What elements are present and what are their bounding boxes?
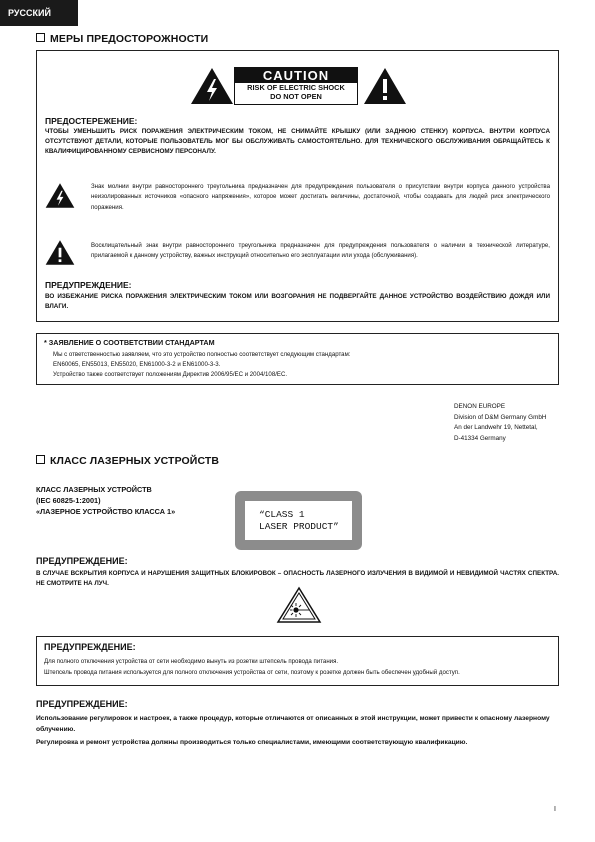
power-warning-line1: Для полного отключения устройства от сети необходимо вынуть из розетки штепсель провода питания. [44, 658, 339, 665]
warning1-text: ЧТОБЫ УМЕНЬШИТЬ РИСК ПОРАЖЕНИЯ ЭЛЕКТРИЧЕСКИМ ТОКОМ, НЕ СНИМАЙТЕ КРЫШКУ (ИЛИ ЗАДНЮЮ СТЕНКУ) КОРПУСА. ВНУТРИ КОРПУСА ОТСУТСТВУЮТ ДЕТАЛИ, КОТОРЫЕ ПОЛЬЗОВАТЕЛЬ МОГ БЫ ОБСЛУЖИВАТЬ САМОСТОЯТЕЛЬНО. ДЛЯ ТЕХНИЧЕСКОГО ОБСЛУЖИВАНИЯ ОБРАЩАЙТЕСЬ К КВАЛИФИЦИРОВАННОМУ СЕРВИСНОМУ ПЕРСОНАЛУ. [45, 128, 550, 155]
laser-class-line2: (IEC 60825-1:2001) [36, 496, 101, 505]
final-warning-text2: Регулировка и ремонт устройства должны производиться только специалистами, имеющими соответствующую квалификацию. [36, 739, 468, 746]
laser-warning-text: В СЛУЧАЕ ВСКРЫТИЯ КОРПУСА И НАРУШЕНИЯ ЗАЩИТНЫХ БЛОКИРОВОК – ОПАСНОСТЬ ЛАЗЕРНОГО ИЗЛУЧЕНИЯ В ВИДИМОЙ И НЕВИДИМОЙ ЧАСТЯХ СПЕКТРА. НЕ СМОТРИТЕ НА ЛУЧ. [36, 570, 559, 587]
safety-section-title [36, 33, 208, 45]
checkbox-square-icon [36, 33, 45, 42]
laser-title-text: КЛАСС ЛАЗЕРНЫХ УСТРОЙСТВ [50, 455, 220, 467]
exclamation-explanation: Восклицательный знак внутри равностороннего треугольника предназначен для предупреждения пользователя о наличии в технической литературе, прилагаемой к данному устройству, важных инструкций относительно его эксплуатации или ухода (обслуживания). [91, 242, 550, 260]
laser-product-label [235, 491, 362, 550]
address-line3: An der Landwehr 19, Nettetal, [454, 424, 538, 431]
laser-hazard-icon [276, 586, 322, 624]
conformity-line2: EN60065, EN55013, EN55020, EN61000-3-2 и EN61000-3-3. [53, 361, 221, 368]
caution-label-line2: DO NOT OPEN [270, 92, 322, 101]
lightning-small-triangle-icon [45, 182, 75, 209]
warning2-text: ВО ИЗБЕЖАНИЕ РИСКА ПОРАЖЕНИЯ ЭЛЕКТРИЧЕСКИМ ТОКОМ ИЛИ ВОЗГОРАНИЯ НЕ ПОДВЕРГАЙТЕ ДАННОЕ УСТРОЙСТВО ВОЗДЕЙСТВИЮ ДОЖДЯ ИЛИ ВЛАГИ. [45, 293, 550, 310]
safety-box [36, 50, 559, 322]
exclamation-triangle-icon [363, 67, 407, 105]
final-warning-heading: ПРЕДУПРЕЖДЕНИЕ: [36, 699, 128, 709]
lightning-triangle-icon [190, 67, 234, 105]
address-line2: Division of D&M Germany GmbH [454, 413, 547, 421]
address-block [454, 402, 546, 444]
page-number: I [554, 806, 556, 813]
laser-label-line2: LASER PRODUCT” [259, 521, 339, 532]
power-warning-line2: Штепсель провода питания используется для полного отключения устройства от сети, поэтому к розетке должен быть обеспечен удобный доступ. [44, 669, 460, 676]
laser-label-line1: “CLASS 1 [259, 509, 305, 520]
lightning-explanation: Знак молнии внутри равностороннего треугольника предназначен для предупреждения пользователя о присутствии внутри корпуса данного устройства неизолированных источников «опасного напряжения», которое может достигать величины, достаточной, чтобы создавать для людей риск электрического поражения. [91, 183, 550, 211]
laser-section-title [36, 455, 219, 467]
laser-warning-heading: ПРЕДУПРЕЖДЕНИЕ: [36, 556, 128, 566]
caution-label [234, 67, 358, 105]
language-tab: РУССКИЙ [0, 0, 78, 26]
final-warning-text1: Использование регулировок и настроек, а также процедур, которые отличаются от описанных в этой инструкции, может привести к опасному лазерному облучению. [36, 715, 550, 733]
laser-label-inner [245, 501, 352, 540]
laser-class-line3: «ЛАЗЕРНОЕ УСТРОЙСТВО КЛАССА 1» [36, 507, 176, 516]
laser-class-info [36, 484, 175, 517]
caution-label-line1: RISK OF ELECTRIC SHOCK [247, 83, 345, 92]
power-warning-box [36, 636, 559, 686]
caution-label-title: CAUTION [235, 68, 357, 83]
checkbox-square-icon [36, 455, 45, 464]
conformity-heading: * ЗАЯВЛЕНИЕ О СООТВЕТСТВИИ СТАНДАРТАМ [44, 338, 215, 347]
conformity-box [36, 333, 559, 385]
warning2-heading: ПРЕДУПРЕЖДЕНИЕ: [45, 280, 132, 290]
power-warning-heading: ПРЕДУПРЕЖДЕНИЕ: [44, 642, 136, 652]
address-line4: D-41334 Germany [454, 434, 506, 442]
conformity-line3: Устройство также соответствует положениям Директив 2006/95/EC и 2004/108/EC. [53, 371, 288, 378]
conformity-line1: Мы с ответственностью заявляем, что это устройство полностью соответствует следующим стандартам: [53, 351, 351, 358]
address-line1: DENON EUROPE [454, 403, 506, 410]
warning1-heading: ПРЕДОСТЕРЕЖЕНИЕ: [45, 116, 138, 126]
safety-title-text: МЕРЫ ПРЕДОСТОРОЖНОСТИ [50, 33, 209, 45]
exclamation-small-triangle-icon [45, 239, 75, 266]
laser-class-line1: КЛАСС ЛАЗЕРНЫХ УСТРОЙСТВ [36, 485, 152, 494]
